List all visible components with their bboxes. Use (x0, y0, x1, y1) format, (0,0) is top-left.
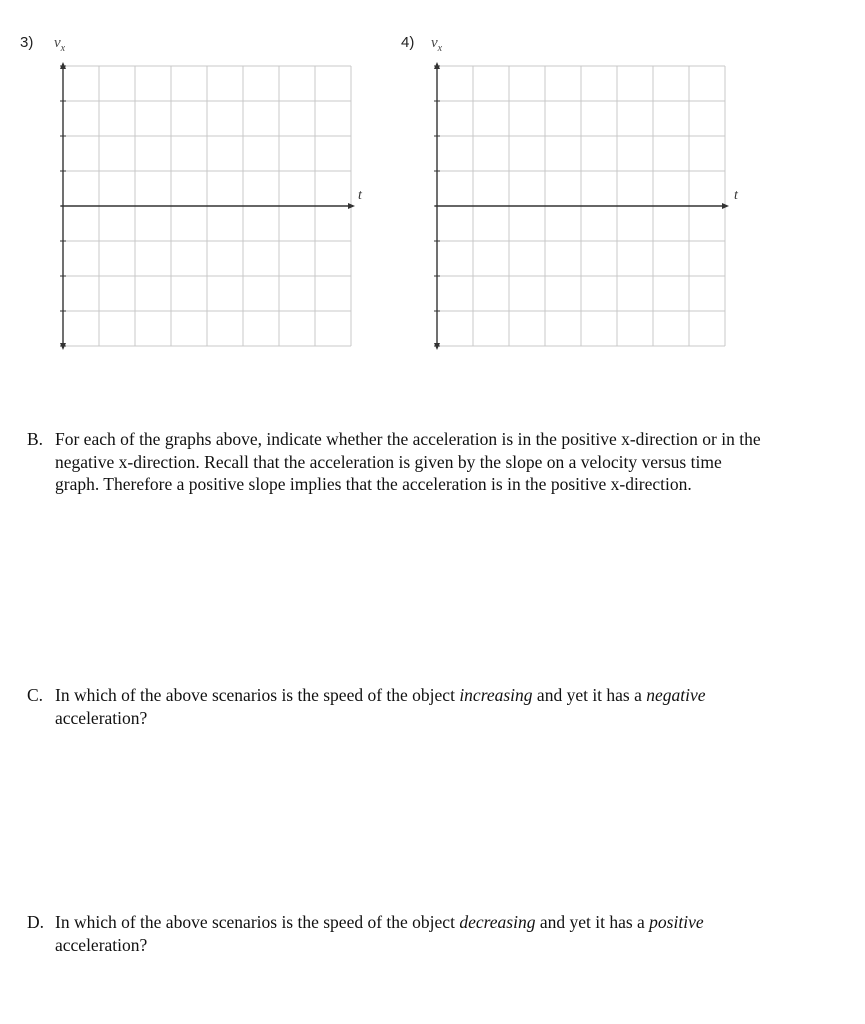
graph-3-y-axis-label: $v_x$ (54, 35, 66, 54)
question-b (27, 428, 767, 496)
question-d-text: In which of the above scenarios is the speed of the object decreasing and yet it has a positive acceleration? (55, 912, 704, 955)
question-b-text: For each of the graphs above, indicate whether the acceleration is in the positive x-direction or in the negative x-direction. Recall that the acceleration is given by the slope on a velocity versus time graph. Therefore a positive slope implies that the acceleration is in the positive x-direction. (55, 429, 761, 494)
question-c-emphasis-increasing: increasing (459, 685, 533, 705)
question-c-letter: C. (27, 685, 44, 705)
question-b-letter: B. (27, 429, 44, 449)
graphs-section (0, 0, 865, 360)
question-d-emphasis-decreasing: decreasing (459, 912, 536, 932)
graph-4-number: 4) (401, 34, 415, 51)
graph-3-grid[interactable] (58, 58, 358, 348)
graph-3-x-axis-label: t (358, 188, 362, 203)
graph-4-y-axis-label: $v_x$ (431, 35, 443, 54)
question-d (27, 911, 767, 956)
question-c-emphasis-negative: negative (646, 685, 706, 705)
graph-3-number: 3) (20, 34, 34, 51)
graph-4-x-axis-label: t (734, 188, 738, 203)
question-d-emphasis-positive: positive (649, 912, 704, 932)
question-d-letter: D. (27, 912, 45, 932)
question-c-text: In which of the above scenarios is the speed of the object increasing and yet it has a negative acceleration? (55, 685, 706, 728)
graph-4-grid[interactable] (432, 58, 732, 348)
question-c (27, 684, 767, 729)
